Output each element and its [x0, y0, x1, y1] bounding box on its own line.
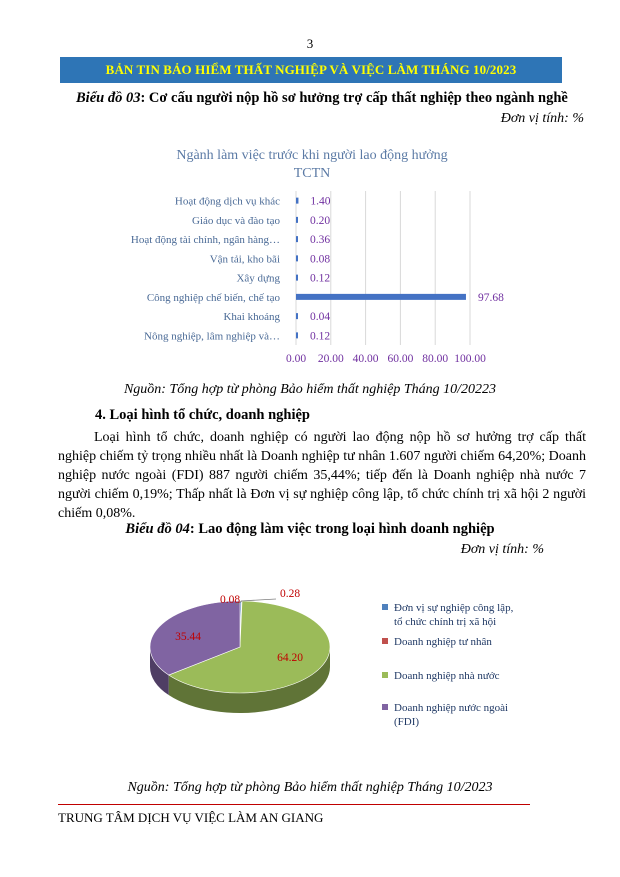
bar-chart-bar: [296, 294, 466, 300]
pie-chart-slices: [150, 601, 330, 713]
bar-chart-category-label: Khai khoáng: [223, 311, 280, 324]
bar-chart-title-line: TCTN: [293, 166, 331, 181]
bar-chart-category-label: Giáo dục và đào tạo: [192, 214, 280, 227]
bar-chart-category-labels: [131, 196, 281, 343]
bar-chart-value-label: 0.04: [310, 311, 331, 324]
bar-chart-tick-label: 60.00: [387, 353, 414, 365]
pie-chart-value-label: 0.08: [219, 594, 241, 606]
bar-chart-category-label: Xây dựng: [236, 272, 280, 285]
pie-chart-value-label: 0.28: [279, 588, 301, 600]
pie-chart-legend-label: Đơn vị sự nghiệp công lập,: [394, 602, 514, 614]
pie-chart-leader-line: [241, 599, 276, 601]
bar-chart-bar: [296, 236, 298, 242]
bar-chart-title-line: Ngành làm việc trước khi người lao động hưởng: [176, 148, 448, 163]
bar-chart-value-label: 1.40: [310, 195, 331, 208]
bar-chart-value-label: 97.68: [477, 291, 504, 304]
bar-chart-bar: [296, 198, 298, 204]
bar-chart-category-label: Vận tải, kho bãi: [209, 253, 280, 266]
pie-chart-value-label: 64.20: [277, 652, 303, 664]
bar-chart-category-label: Hoạt động dịch vụ khác: [174, 195, 280, 208]
bar-chart-tick-label: 20.00: [317, 353, 344, 365]
bar-chart-value-label: 0.12: [310, 272, 331, 285]
bar-chart-category-label: Nông nghiệp, lâm nghiệp và…: [144, 330, 280, 343]
chart3-title: [76, 90, 568, 107]
pie-chart-value-label: 35.44: [175, 631, 201, 643]
bar-chart-category-label: Công nghiệp chế biến, chế tạo: [146, 291, 280, 304]
bar-chart-value-label: 0.08: [310, 253, 331, 266]
bar-chart-bar: [296, 332, 298, 338]
bar-chart-value-label: 0.12: [310, 330, 331, 343]
chart3-caption: : Cơ cấu người nộp hồ sơ hưởng trợ cấp thất nghiệp theo ngành nghề: [140, 90, 568, 106]
chart3-unit: Đơn vị tính: %: [500, 111, 584, 126]
bar-chart-tick-label: 0.00: [285, 353, 307, 365]
pie-chart-legend: [382, 602, 514, 728]
bar-chart-value-label: 0.36: [310, 234, 331, 247]
bar-chart: [100, 135, 504, 375]
chart3-label: Biểu đồ 03: [76, 90, 141, 106]
section-heading: 4. Loại hình tổ chức, doanh nghiệp: [95, 407, 310, 423]
bulletin-banner-title: BẢN TIN BẢO HIỂM THẤT NGHIỆP VÀ VIỆC LÀM THÁNG 10/2023: [105, 62, 517, 77]
chart4-unit: Đơn vị tính: %: [460, 542, 544, 557]
bar-chart-title-group: [176, 148, 447, 181]
pie-chart-legend-label: tổ chức chính trị xã hội: [394, 616, 497, 628]
chart4-source: Nguồn: Tổng hợp từ phòng Bảo hiểm thất nghiệp Tháng 10/2023: [127, 780, 493, 795]
pie-chart: [140, 575, 560, 765]
bar-chart-bar: [296, 275, 298, 281]
chart4-caption: : Lao động làm việc trong loại hình doanh nghiệp: [189, 521, 495, 537]
pie-chart-legend-swatch: [382, 704, 388, 710]
bar-chart-category-label: Hoạt động tài chính, ngân hàng…: [130, 234, 280, 247]
chart3-source: Nguồn: Tổng hợp từ phòng Bảo hiểm thất nghiệp Tháng 10/20223: [123, 382, 497, 397]
section-paragraph-text: Loại hình tổ chức, doanh nghiệp có người lao động nộp hồ sơ hưởng trợ cấp thất nghiệp chiếm tỷ trọng nhiều nhất là Doanh nghiệp tư nhân 1.607 người chiếm 64,20%; Doanh nghiệp nước ngoài (FDI) 887 người chiếm 35,44%; tiếp đến là Doanh nghiệp nhà nước 7 người chiếm 0,19%; Thấp nhất là Đơn vị sự nghiệp công lập, tổ chức chính trị xã hội 2 người chiếm 0,08%.: [58, 430, 586, 521]
section-paragraph: [58, 428, 586, 523]
bar-chart-value-labels: [310, 196, 504, 343]
bar-chart-tick-labels: [286, 353, 486, 365]
chart4-title: [0, 521, 620, 538]
pie-chart-legend-swatch: [382, 604, 388, 610]
bar-chart-tick-label: 40.00: [352, 353, 379, 365]
pie-chart-legend-label: Doanh nghiệp nhà nước: [394, 670, 500, 682]
bar-chart-bar: [296, 313, 298, 319]
footer-text: TRUNG TÂM DỊCH VỤ VIỆC LÀM AN GIANG: [58, 810, 324, 825]
pie-chart-legend-label: Doanh nghiệp nước ngoài: [394, 702, 509, 714]
bar-chart-value-label: 0.20: [310, 214, 331, 227]
pie-chart-legend-swatch: [382, 638, 388, 644]
footer-divider: [58, 804, 530, 805]
pie-chart-legend-swatch: [382, 672, 388, 678]
page-number: 3: [306, 36, 314, 51]
bar-chart-tick-label: 80.00: [422, 353, 449, 365]
chart4-label: Biểu đồ 04: [125, 521, 190, 537]
bar-chart-tick-label: 100.00: [454, 353, 486, 365]
bar-chart-bar: [296, 217, 298, 223]
bar-chart-bar: [296, 255, 298, 261]
bulletin-banner: [60, 57, 562, 83]
pie-chart-legend-label: (FDI): [394, 716, 420, 728]
pie-chart-legend-label: Doanh nghiệp tư nhân: [394, 636, 492, 648]
